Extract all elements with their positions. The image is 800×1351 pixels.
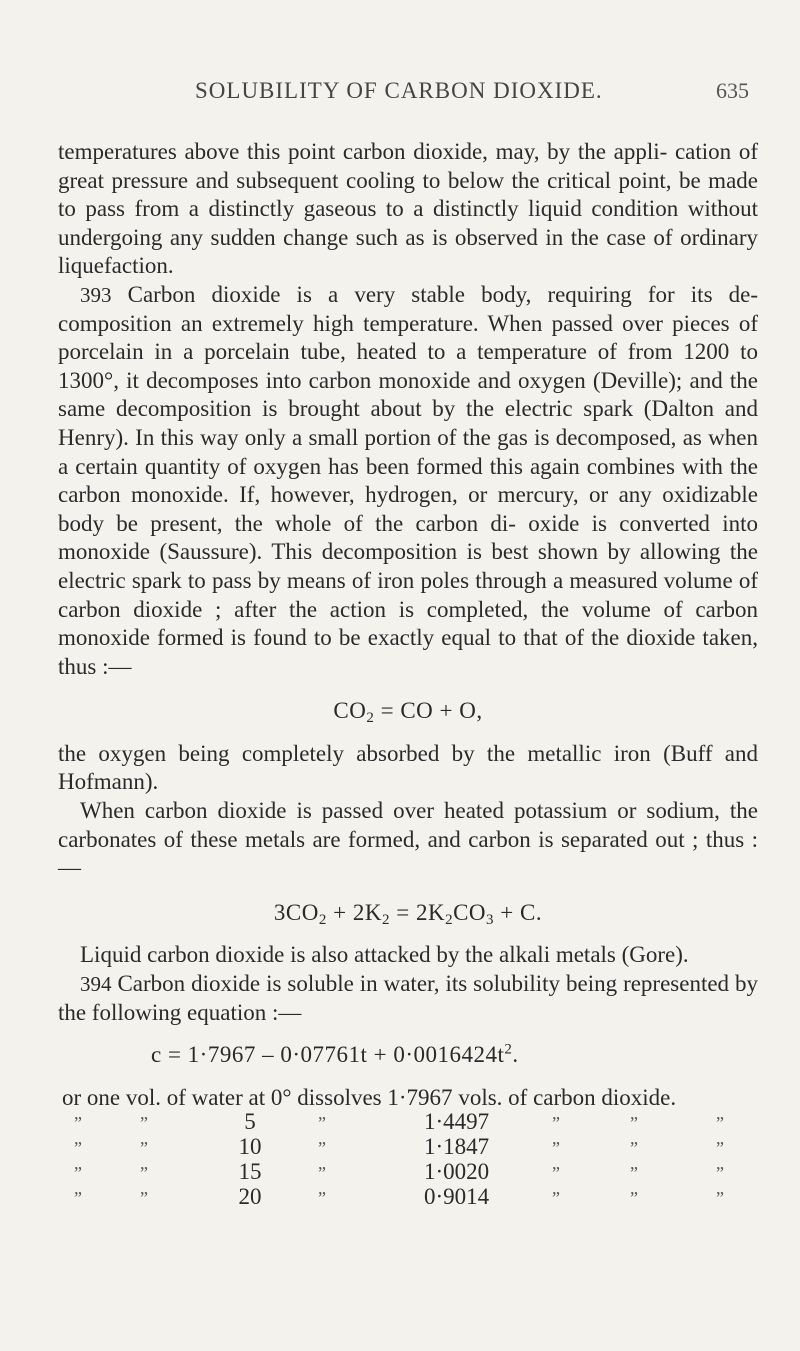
paragraph-potassium: When carbon dioxide is passed over heated potassium or sodium, the carbonates of these metals are formed, and carbon is separated out ; thus :— [58,798,758,881]
solubility-value-cell: 1·4497 [424,1109,490,1135]
equation-potassium-reaction: $3CO_2 + 2K_2 = 2K_2CO_3 + C$. [273,899,543,928]
solubility-row: ” ” 15 ” 1·0020 ” ” ” [74,1159,724,1185]
paragraph-alkali-metals: Liquid carbon dioxide is also attacked by the alkali metals (Gore). [80,942,689,968]
running-title: SOLUBILITY OF CARBON DIOXIDE. [195,78,603,103]
paragraph-decomposition [58,281,758,681]
solubility-table [62,1086,724,1210]
equation-co2-decomposition: $CO_2$ = CO + O, [333,698,483,727]
paragraph-solubility [58,970,758,1027]
section-number-393: 393 [80,282,112,307]
page-number: 635 [716,78,749,103]
solubility-value-cell: 1·0020 [424,1159,490,1185]
equation-solubility: $c = 1\cdot 7967 - 0\cdot 07761t + 0\cdot 0016424t^2$. [151,1041,519,1068]
solubility-value-cell: 0·9014 [424,1184,490,1210]
temperature-cell: 10 [238,1134,262,1160]
paragraph-decomposition-text: Carbon dioxide is a very stable body, requiring for its de- composition an extremely high temperature. When passed over pieces of porcelain in a porcelain tube, heated to a temperature of from 1200 to 1300°, it decomposes into carbon monoxide and oxygen (Deville); and the same decomposition is brought about by the electric spark (Dalton and Henry). In this way only a small portion of the gas is decomposed, as when a certain quantity of oxygen has been formed this again combines with the carbon monoxide. If, however, hydrogen, or mercury, or any oxidizable body be present, the whole of the carbon di- oxide is converted into monoxide (Saussure). This decomposition is best shown by allowing the electric spark to pass by means of iron poles through a measured volume of carbon dioxide ; after the action is completed, the volume of carbon monoxide formed is found to be exactly equal to that of the dioxide taken, thus :— [58,281,759,679]
temperature-cell: 20 [238,1184,262,1210]
paragraph-oxygen-absorbed: the oxygen being completely absorbed by the metallic iron (Buff and Hofmann). [58,740,758,795]
body-text [58,138,758,1210]
solubility-row: or one vol. of water at 0° dissolves 1·7967 vols. of carbon dioxide. [62,1084,677,1110]
temperature-cell: 15 [238,1159,262,1185]
paragraph-critical-point: temperatures above this point carbon dioxide, may, by the appli- cation of great pressure and subsequent cooling to below the critical point, be made to pass from a distinctly gaseous to a distinctly liquid condition without undergoing any sudden change such as is observed in the case of ordinary liquefaction. [58,139,758,279]
solubility-value-cell: 1·1847 [424,1134,490,1160]
solubility-row: ” ” 20 ” 0·9014 ” ” ” [74,1184,724,1210]
section-number-394: 394 [80,972,112,997]
solubility-row: ” ” 5 ” 1·4497 ” ” ” [74,1109,724,1135]
solubility-row: ” ” 10 ” 1·1847 ” ” ” [74,1134,724,1160]
temperature-cell: 5 [244,1109,256,1135]
paragraph-solubility-text: Carbon dioxide is soluble in water, its solubility being represented by the following equation :— [58,971,759,1025]
page-header [0,78,800,108]
